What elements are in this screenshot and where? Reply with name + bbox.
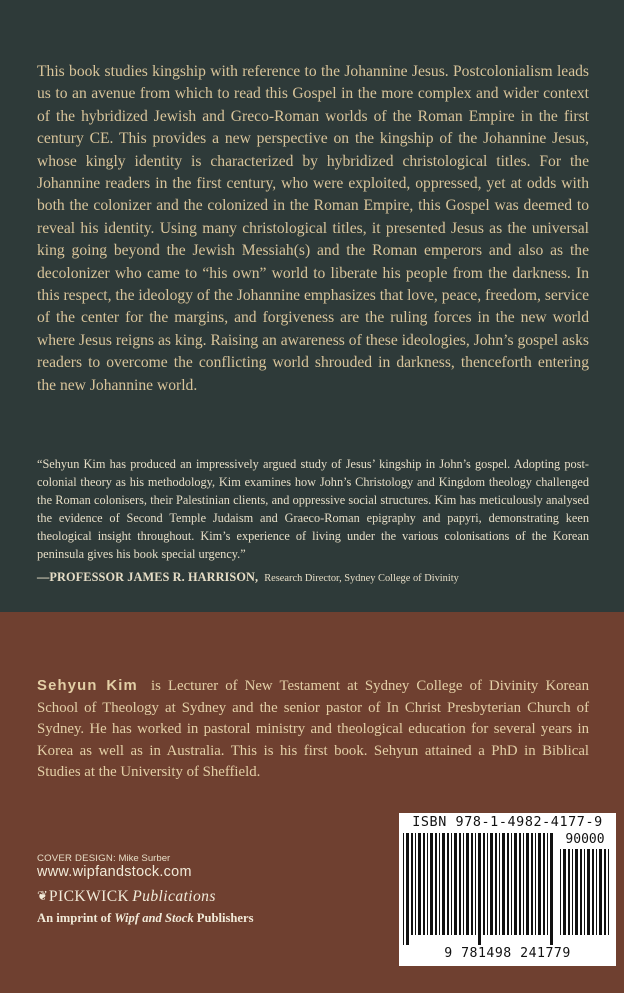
imprint-suffix: Publishers [196,911,254,925]
publisher-name: PICKWICK [48,888,130,905]
barcode-bar [523,833,524,935]
barcode-bar [495,833,497,935]
barcode-bar [439,833,440,935]
barcode-bar [463,833,464,935]
barcode-bar [403,833,404,945]
isbn-label: ISBN 978-1-4982-4177-9 [412,815,603,830]
barcode-bar [454,833,457,935]
endorsement-quote: “Sehyun Kim has produced an impressively argued study of Jesus’ kingship in John’s gospel. Adopting post-colonial theory as his methodology, Kim examines how John’s Christology and Kingdom theology challenged the Roman colonisers, their Palestinian clients, and oppressive social structures. Kim has meticulously analysed the evidence of Second Temple Judaism and Graeco-Roman epigraphy and papyri, demonstrating keen theological insight throughout. Kim’s experience of living under the various colonisations of the Korean peninsula gives his book special urgency.” [37,457,589,562]
ean-digits: 9 781498 241779 [444,946,571,961]
barcode-bar [599,849,602,935]
barcode-bar [451,833,452,935]
publisher-leaf-icon: ❦ [37,888,48,903]
barcode-bar [447,833,449,935]
barcode-bar [471,833,473,935]
barcode-bar [427,833,428,935]
barcode-bar [560,849,561,935]
barcode-bar [411,833,413,935]
barcode-bar [406,833,409,945]
barcode-bar [547,833,548,935]
cover-designer-name: Mike Surber [118,853,171,864]
barcode-bar [526,833,529,935]
barcode-bar [435,833,437,935]
ean-barcode-bars-icon [402,833,554,945]
publisher-website: www.wipfandstock.com [37,864,192,880]
cover-design-label: COVER DESIGN: [37,853,116,864]
barcode-bar [478,833,481,945]
barcode-bar [550,833,553,945]
barcode-bar [415,833,416,935]
barcode-bar [459,833,461,935]
barcode-bar [519,833,521,935]
barcode-bar [580,849,582,935]
barcode-bar [483,833,485,935]
barcode-bar [418,833,421,935]
barcode-bar [487,833,488,935]
price-code: 90000 [565,832,605,847]
barcode-bar [584,849,585,935]
barcode-bar [490,833,493,935]
barcode-bar [596,849,597,935]
imprint-name: Wipf and Stock [114,911,194,925]
barcode-bar [587,849,590,935]
barcode-bar [442,833,445,935]
barcode-bar [538,833,541,935]
book-description: This book studies kingship with reference to the Johannine Jesus. Postcolonialism leads us to an avenue from which to read this Gospel in the more complex and wider context of the hybridized Jewish and Greco-Roman worlds of the Roman Empire in the first century CE. This provides a new perspective on the kingship of the Johannine Jesus, whose kingly identity is characterized by hybridized christological titles. For the Johannine readers in the first century, who were exploited, oppressed, yet at odds with both the colonizer and the colonized in the Roman Empire, this Gospel was deemed to reveal his identity. Using many christological titles, it presented Jesus as the universal king going beyond the Jewish Messiah(s) and the Roman emperors and also as the decolonizer who came to “his own” world to liberate his people from the darkness. In this respect, the ideology of the Johannine emphasizes that love, peace, freedom, service of the center for the margins, and forgiveness are the ruling forces in the new world where Jesus reigns as king. Raising an awareness of these ideologies, John’s gospel asks readers to overcome the conflicting world shrouded in darkness, thenceforth entering the new Johannine world. [37,63,589,394]
barcode-bar [502,833,505,935]
barcode-bar [466,833,469,935]
barcode-bar [511,833,512,935]
barcode-bar [507,833,509,935]
author-name: Sehyun Kim [37,678,138,694]
publisher-series: Publications [132,888,216,905]
barcode-bar [423,833,425,935]
imprint-prefix: An imprint of [37,911,112,925]
publisher-logo [37,888,216,906]
barcode-bar [475,833,476,935]
barcode-bar [543,833,545,935]
barcode-bar [575,849,578,935]
endorser-role: Research Director, Sydney College of Divinity [264,573,459,584]
endorser-name: —PROFESSOR JAMES R. HARRISON, [37,570,259,584]
barcode-bar [531,833,533,935]
author-bio-text: is Lecturer of New Testament at Sydney College of Divinity Korean School of Theology at Sydney and the senior pastor of In Christ Presbyterian Church of Sydney. He has worked in pastoral ministry and theological education for several years in Korea as well as in Australia. This is his first book. Sehyun attained a PhD in Biblical Studies at the University of Sheffield. [37,678,589,781]
barcode-bar [608,849,609,935]
barcode-bar [563,849,566,935]
imprint-line [37,911,253,926]
barcode-bar [535,833,536,935]
barcode-bar [568,849,570,935]
isbn-barcode [399,813,616,966]
barcode-bar [572,849,573,935]
endorsement-attribution [37,568,597,586]
barcode-bar [499,833,500,935]
barcode-bar [430,833,433,935]
author-bio [37,676,589,784]
cover-design-credit [37,853,170,864]
barcode-bar [604,849,606,935]
price-addon-bars-icon [559,849,611,945]
barcode-bar [592,849,594,935]
barcode-bar [514,833,517,935]
